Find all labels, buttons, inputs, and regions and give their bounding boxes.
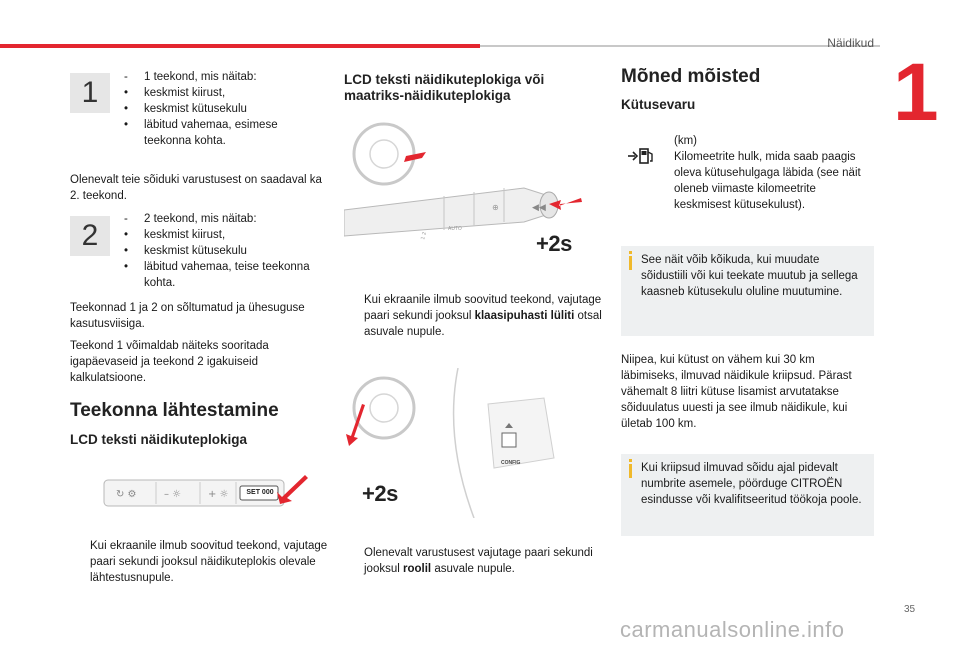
note-box-variation <box>621 246 874 336</box>
header-grey-rule <box>480 45 880 47</box>
fuel-range-icon <box>626 146 656 166</box>
paragraph-trip-example: Teekond 1 võimaldab näiteks sooritada igapäevaseid ja teekond 2 igakuiseid kalkulatsioone. <box>70 340 269 384</box>
paragraph-trip-independence: Teekonnad 1 ja 2 on sõltumatud ja ühesuguse kasutusviisiga. <box>70 302 305 330</box>
trip-2-number-box: 2 <box>70 216 110 256</box>
heading-trip-reset: Teekonna lähtestamine <box>70 400 279 421</box>
chapter-number: 1 <box>893 47 939 138</box>
list-item: - 2 teekond, mis näitab: <box>124 213 257 225</box>
list-item: • keskmist kütusekulu <box>124 245 247 257</box>
section-title: Näidikud <box>827 36 874 50</box>
trip-2-list <box>124 211 324 291</box>
reset-button-label: SET 000 <box>246 489 274 496</box>
paragraph-trip-2-availability: Olenevalt teie sõiduki varustusest on saadaval ka 2. teekond. <box>70 174 322 202</box>
list-item: - 1 teekond, mis näitab: <box>124 71 257 83</box>
wiper-auto-label: AUTO <box>448 226 462 232</box>
instruction-steering-button: Olenevalt varustusest vajutage paari sekundi jooksul roolil asuvale nupule. <box>364 547 593 575</box>
list-item: • keskmist kütusekulu <box>124 103 247 115</box>
note-text: Kui kriipsud ilmuvad sõidu ajal pidevalt numbrite asemele, pöörduge CITROËN esindusse või kvalifitseeritud töökoja poole. <box>641 462 862 506</box>
instruction-wiper-button: Kui ekraanile ilmub soovitud teekond, vajutage paari sekundi jooksul klaasipuhasti lüliti otsal asuvale nupule. <box>364 294 602 338</box>
info-icon <box>629 256 632 270</box>
heading-lcd-or-matrix: LCD teksti näidikuteplokiga või maatriks-näidikuteplokiga <box>344 72 545 103</box>
fuel-range-definition: Kilomeetrite hulk, mida saab paagis oleva kütusehulgaga läbida (see näit oleneb viimaste kilomeetrite keskmisest kütusekulust). <box>674 151 861 211</box>
heading-some-terms: Mõned mõisted <box>621 66 761 87</box>
svg-text:1 2: 1 2 <box>420 231 428 241</box>
header-red-rule <box>0 44 480 48</box>
press-duration-badge-2: +2s <box>362 481 398 506</box>
page-number: 35 <box>904 604 916 615</box>
config-button-label: CONFIG <box>501 460 521 466</box>
list-item: • keskmist kiirust, <box>124 87 226 99</box>
svg-text:↻ ⚙: ↻ ⚙ <box>116 489 137 500</box>
svg-text:◀◀: ◀◀ <box>532 203 546 213</box>
list-item: • läbitud vahemaa, esimese teekonna kohta. <box>124 119 278 147</box>
note-box-dealer <box>621 454 874 536</box>
trip-1-number-box: 1 <box>70 73 110 113</box>
watermark: carmanualsonline.info <box>620 617 845 642</box>
instruction-reset-lcd: Kui ekraanile ilmub soovitud teekond, vajutage paari sekundi jooksul näidikuteplokis olevale lähtestusnupule. <box>90 540 328 584</box>
info-icon <box>629 464 632 478</box>
trip-1-list <box>124 69 324 149</box>
heading-lcd-text-cluster: LCD teksti näidikuteplokiga <box>70 432 248 447</box>
svg-text:+ ☼: + ☼ <box>208 489 229 500</box>
note-text: See näit võib kõikuda, kui muudate sõidustiili või kui teekate muutub ja sellega kaasneb kütusekulu oluline muutumine. <box>641 254 858 298</box>
heading-fuel-range: Kütusevaru <box>621 97 696 112</box>
list-item: • keskmist kiirust, <box>124 229 226 241</box>
press-duration-badge: +2s <box>536 231 572 256</box>
paragraph-low-fuel: Niipea, kui kütust on vähem kui 30 km läbimiseks, ilmuvad näidikule kriipsud. Pärast vähemalt 8 liitri kütuse lisamist arvutatakse sõiduulatus uuesti ja see ilmub näidikule, kui ületab 100 km. <box>621 354 852 430</box>
svg-text:⊕: ⊕ <box>492 203 499 212</box>
instrument-panel-illustration <box>100 470 310 515</box>
list-item: • läbitud vahemaa, teise teekonna kohta. <box>124 261 310 289</box>
fuel-range-unit: (km) <box>674 135 697 147</box>
svg-text:– ☼: – ☼ <box>164 489 182 500</box>
